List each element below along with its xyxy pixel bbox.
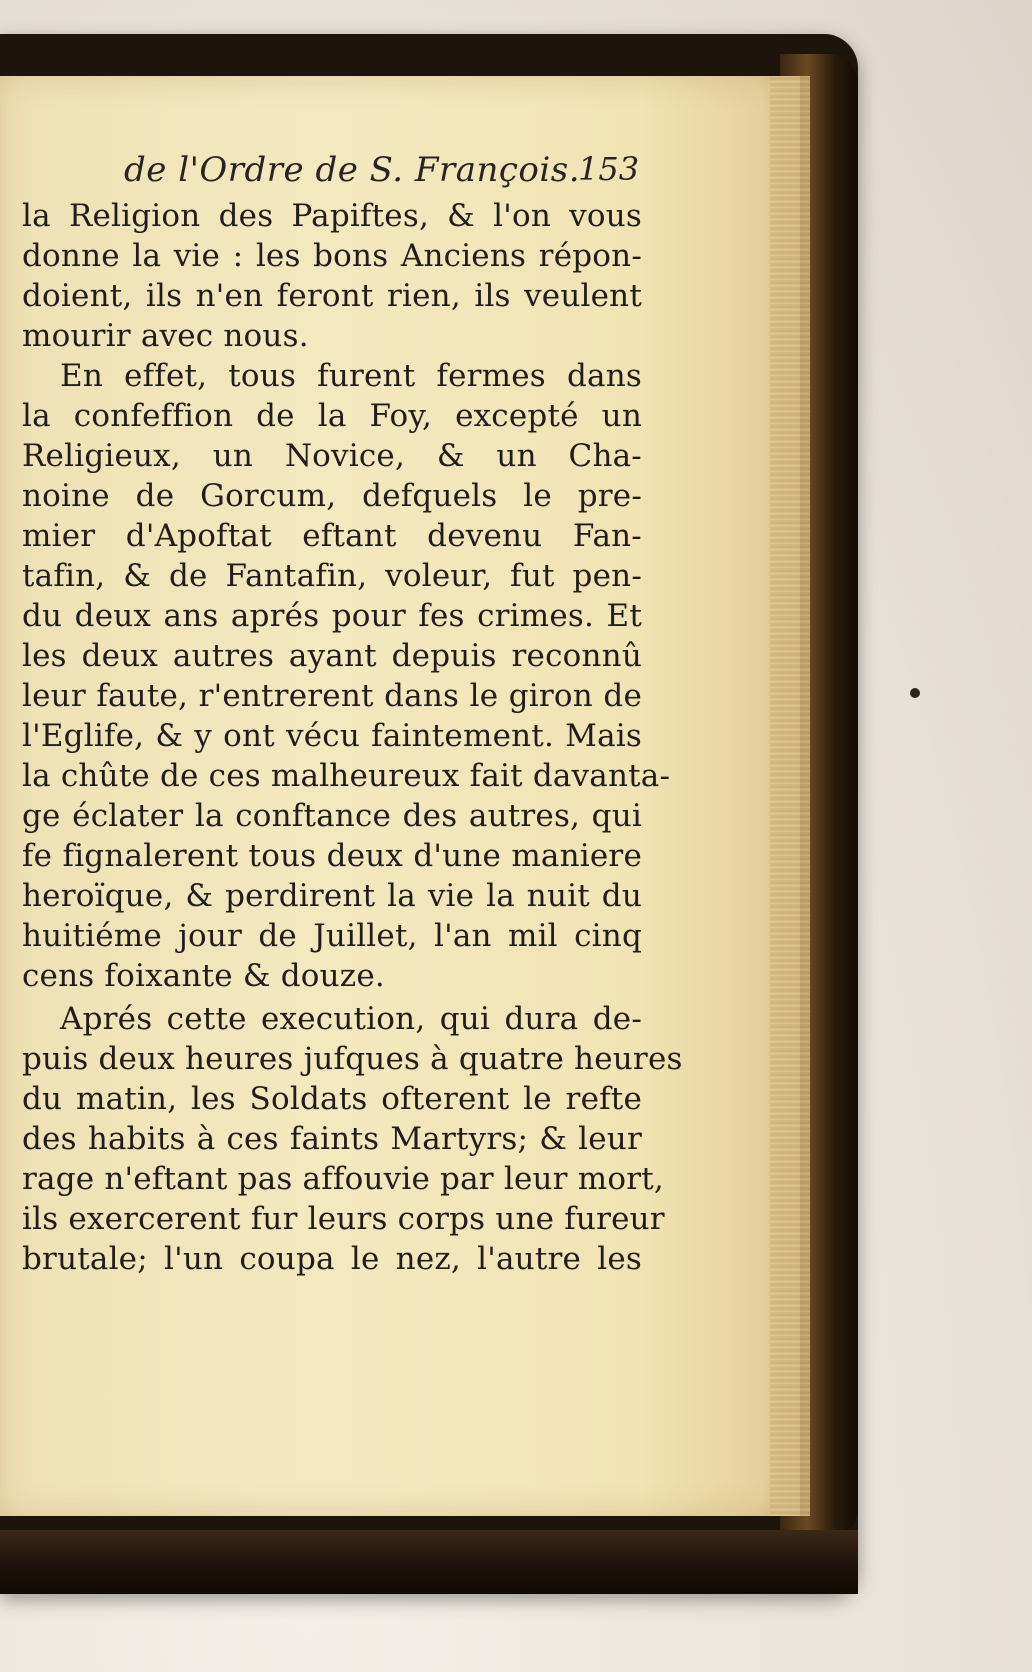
text-line: ge éclater la conftance des autres, qui bbox=[22, 798, 642, 834]
text-line: la Religion des Papiftes, & l'on vous bbox=[22, 198, 642, 234]
page-number: 153 bbox=[578, 150, 640, 188]
ink-spot bbox=[910, 688, 920, 698]
text-line: des habits à ces faints Martyrs; & leur bbox=[22, 1121, 642, 1157]
body-text bbox=[22, 196, 683, 1279]
text-line: heroïque, & perdirent la vie la nuit du bbox=[22, 878, 642, 914]
text-line: doient, ils n'en feront rien, ils veulent bbox=[22, 278, 642, 314]
text-line: ils exercerent fur leurs corps une fureur bbox=[22, 1201, 665, 1237]
text-line: mourir avec nous. bbox=[22, 318, 309, 354]
text-line: la chûte de ces malheureux fait davanta- bbox=[22, 758, 671, 794]
text-line: En effet, tous furent fermes dans bbox=[60, 358, 642, 394]
running-head bbox=[0, 150, 640, 200]
text-line: Aprés cette execution, qui dura de- bbox=[60, 1001, 642, 1037]
text-line: fe fignalerent tous deux d'une maniere bbox=[22, 838, 642, 874]
text-line: la confeffion de la Foy, excepté un bbox=[22, 398, 642, 434]
text-line: rage n'eftant pas affouvie par leur mort, bbox=[22, 1161, 664, 1197]
running-title: de l'Ordre de S. François. bbox=[124, 150, 581, 190]
text-line: leur faute, r'entrerent dans le giron de bbox=[22, 678, 642, 714]
text-line: Religieux, un Novice, & un Cha- bbox=[22, 438, 642, 474]
text-line: brutale; l'un coupa le nez, l'autre les bbox=[22, 1241, 642, 1277]
text-line: du deux ans aprés pour fes crimes. Et bbox=[22, 598, 642, 634]
text-line: tafin, & de Fantafin, voleur, fut pen- bbox=[22, 558, 642, 594]
page-edge bbox=[770, 76, 810, 1516]
text-line: mier d'Apoftat eftant devenu Fan- bbox=[22, 518, 642, 554]
text-line: noine de Gorcum, defquels le pre- bbox=[22, 478, 642, 514]
text-line: cens foixante & douze. bbox=[22, 958, 385, 994]
text-line: les deux autres ayant depuis reconnû bbox=[22, 638, 642, 674]
text-line: l'Eglife, & y ont vécu faintement. Mais bbox=[22, 718, 642, 754]
text-line: donne la vie : les bons Anciens répon- bbox=[22, 238, 642, 274]
text-line: huitiéme jour de Juillet, l'an mil cinq bbox=[22, 918, 642, 954]
text-line: puis deux heures jufques à quatre heures bbox=[22, 1041, 683, 1077]
text-line: du matin, les Soldats ofterent le refte bbox=[22, 1081, 642, 1117]
